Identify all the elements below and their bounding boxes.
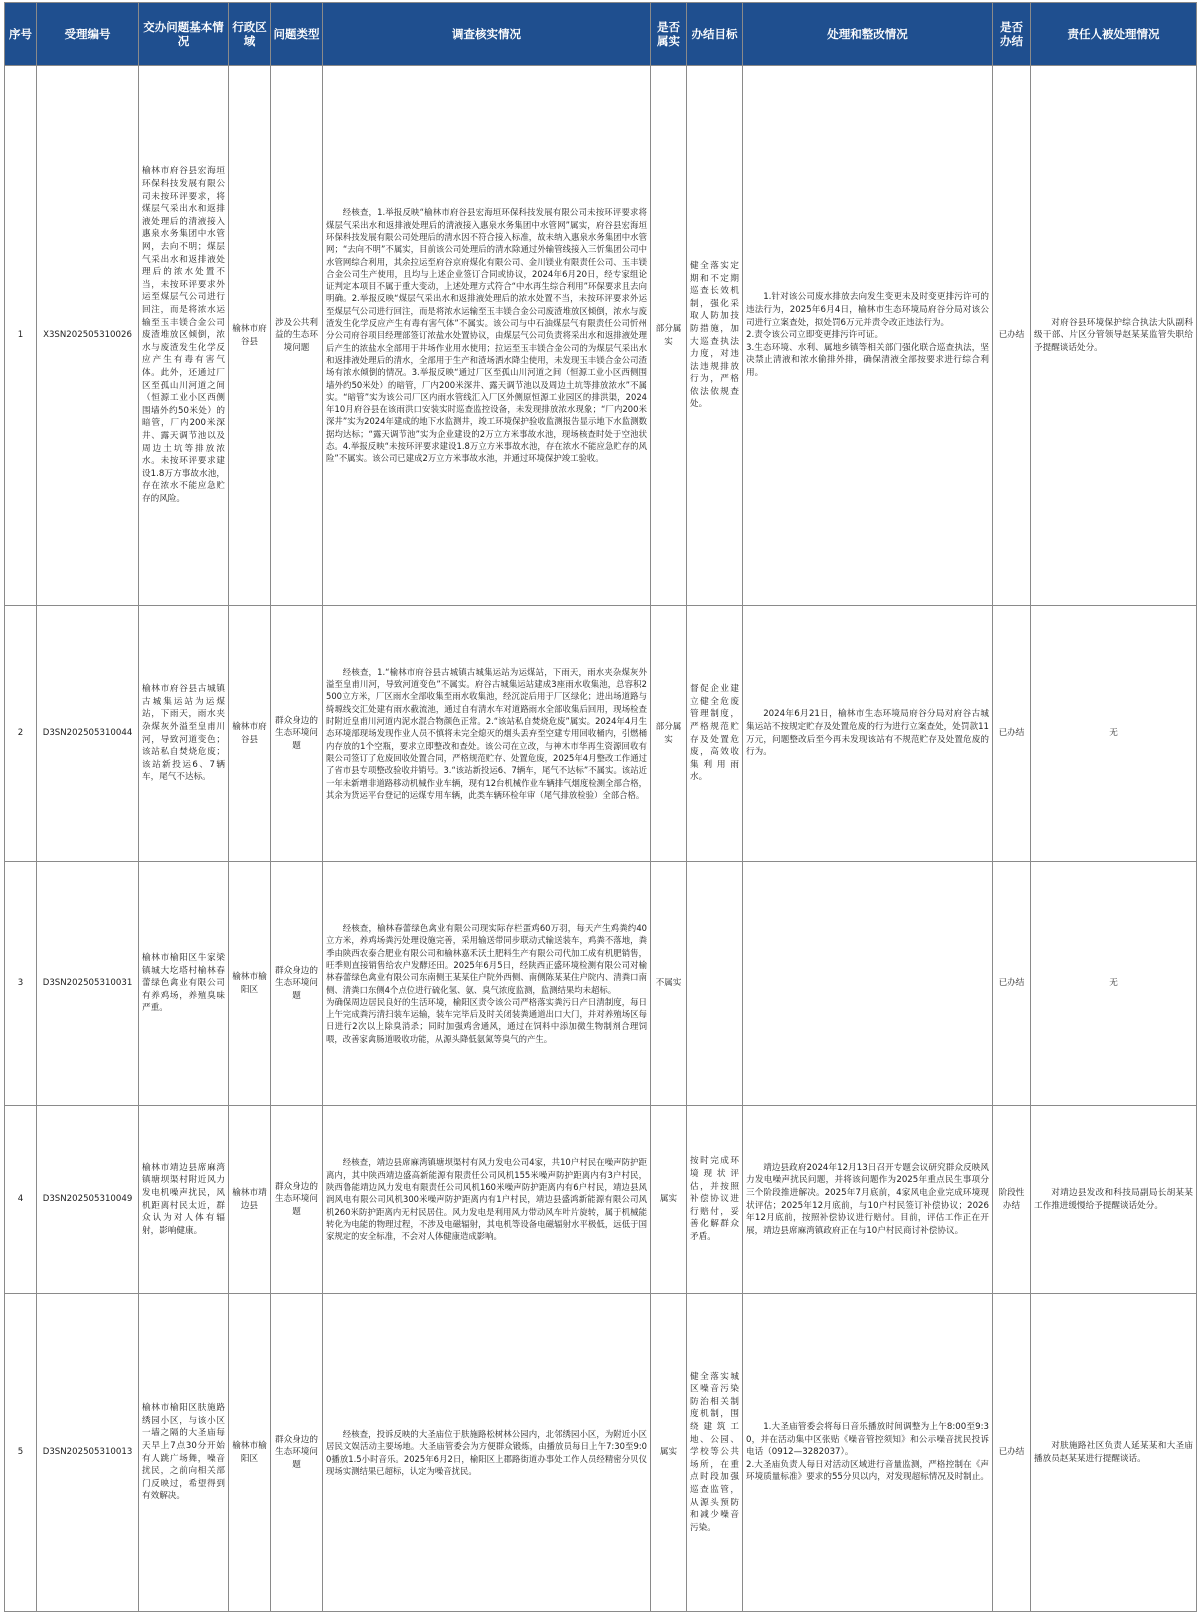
cell-is-true: 属实 (651, 1294, 687, 1612)
header-case-no: 受理编号 (37, 3, 139, 66)
cell-seq: 3 (5, 862, 37, 1106)
header-is-true: 是否属实 (651, 3, 687, 66)
cell-investigation: 经核查，投诉反映的大圣庙位于肤施路松树林公园内，北邻绣园小区，为附近小区居民文娱活动主要场地。大圣庙管委会为方便群众锻炼，由播放员每日上午7:30至9:00播放1.5小时音乐。2025年6月2日，榆阳区上郡路街道办事处工作人员经精密分贝仪现场实测结果已超标，认定为噪音扰民。 (323, 1294, 651, 1612)
cell-seq: 5 (5, 1294, 37, 1612)
header-completed: 是否办结 (993, 3, 1031, 66)
cell-type: 群众身边的生态环境问题 (271, 1294, 323, 1612)
cell-issue: 榆林市榆阳区牛家梁镇城大圪塔村榆林春蕾绿色禽业有限公司有养鸡场，养殖臭味严重。 (139, 862, 229, 1106)
cell-issue: 榆林市榆阳区肤施路绣园小区，与该小区一墙之隔的大圣庙每天早上7点30分开始有人跳广场舞，噪音扰民，之前向相关部门反映过，希望得到有效解决。 (139, 1294, 229, 1612)
table-row (5, 1106, 1197, 1294)
cell-accountability: 对靖边县发改和科技局副局长胡某某工作推进缓慢给予提醒谈话处分。 (1031, 1106, 1197, 1294)
cell-case-no: D3SN202505310013 (37, 1294, 139, 1612)
cell-type: 涉及公共利益的生态环境问题 (271, 66, 323, 606)
header-handling: 处理和整改情况 (743, 3, 993, 66)
cell-accountability: 对肤施路社区负责人延某某和大圣庙播放员赵某某进行提醒谈话。 (1031, 1294, 1197, 1612)
cell-handling: 1.针对该公司废水排放去向发生变更未及时变更排污许可的违法行为，2025年6月4日，榆林市生态环境局府谷分局对该公司进行立案查处，拟处罚6万元并责令改正违法行为。 2.责令该公司立即变更排污许可证。 3.生态环境、水利、属地乡镇等相关部门强化联合巡查执法，坚决禁止清液和浓水偷排外排，确保清液全部按要求进行综合利用。 (743, 66, 993, 606)
document-page (4, 2, 1196, 1612)
cell-issue: 榆林市府谷县古城镇古城集运站为运煤站，下雨天，雨水夹杂煤灰外溢至皇甫川河，导致河道变色；该站私自焚烧危废；该站新投运6、7辆车，尾气不达标。 (139, 606, 229, 862)
cell-handling (743, 862, 993, 1106)
cell-goal: 督促企业建立健全危废管理制度，严格规范贮存及处置危废，高效收集利用雨水。 (687, 606, 743, 862)
header-goal: 办结目标 (687, 3, 743, 66)
cell-handling: 1.大圣庙管委会将每日音乐播放时间调整为上午8:00至9:30，并在活动集中区张贴《噪音管控须知》和公示噪音扰民投诉电话（0912—3282037）。 2.大圣庙负责人每日对活动区域进行音量监测，严格控制在《声环境质量标准》要求的55分贝以内，对发现超标情况及时制止。 (743, 1294, 993, 1612)
cell-accountability: 对府谷县环境保护综合执法大队副科级干部、片区分管领导赵某某监管失职给予提醒谈话处分。 (1031, 66, 1197, 606)
cell-type: 群众身边的生态环境问题 (271, 862, 323, 1106)
cell-type: 群众身边的生态环境问题 (271, 1106, 323, 1294)
cell-region: 榆林市府谷县 (229, 606, 271, 862)
cell-seq: 2 (5, 606, 37, 862)
header-type: 问题类型 (271, 3, 323, 66)
cell-case-no: D3SN202505310031 (37, 862, 139, 1106)
cell-seq: 4 (5, 1106, 37, 1294)
header-issue: 交办问题基本情况 (139, 3, 229, 66)
cell-is-true: 属实 (651, 1106, 687, 1294)
cell-is-true: 部分属实 (651, 66, 687, 606)
cell-case-no: D3SN202505310049 (37, 1106, 139, 1294)
header-investigation: 调查核实情况 (323, 3, 651, 66)
header-accountability: 责任人被处理情况 (1031, 3, 1197, 66)
cell-accountability: 无 (1031, 606, 1197, 862)
cell-handling: 靖边县政府2024年12月13日召开专题会议研究群众反映风力发电噪声扰民问题，并将该问题作为2025年重点民生事项分三个阶段推进解决。2025年7月底前，4家风电企业完成环境现状评估；2025年12月底前，与10户村民签订补偿协议；2026年12月底前，按照补偿协议进行赔付。目前，评估工作正在开展，靖边县席麻湾镇政府正在与10户村民商讨补偿协议。 (743, 1106, 993, 1294)
cell-issue: 榆林市府谷县宏海垣环保科技发展有限公司未按环评要求，将煤层气采出水和返排液处理后的清液接入惠泉水务集团中水管网，去向不明；煤层气采出水和返排液处理后的浓水处置不当，未按环评要求外运至煤层气公司进行回注，而是将浓水运输至玉丰镁合金公司废渣堆放区倾倒，浓水与废渣发生化学反应产生有毒有害气体。此外，还通过厂区至孤山川河道之间（恒源工业小区西侧围墙外约50米处）的暗管，厂内200米深井、露天调节池以及周边土坑等排放浓水。未按环评要求建设1.8万方事故水池，存在浓水不能应急贮存的风险。 (139, 66, 229, 606)
cell-case-no: D3SN202505310044 (37, 606, 139, 862)
cell-is-true: 部分属实 (651, 606, 687, 862)
table-row (5, 862, 1197, 1106)
table-row (5, 606, 1197, 862)
table-header-row (5, 3, 1197, 66)
cell-completed: 阶段性办结 (993, 1106, 1031, 1294)
cell-case-no: X3SN202505310026 (37, 66, 139, 606)
cell-goal (687, 862, 743, 1106)
cell-region: 榆林市靖边县 (229, 1106, 271, 1294)
case-table (4, 2, 1197, 1612)
cell-completed: 已办结 (993, 1294, 1031, 1612)
cell-investigation: 经核查，1.“榆林市府谷县古城镇古城集运站为运煤站，下雨天，雨水夹杂煤灰外溢至皇甫川河，导致河道变色”不属实。府谷古城集运站建成3座雨水收集池，总容积2500立方米，厂区雨水全部收集至雨水收集池，经沉淀后用于厂区绿化；进出场道路与绮塬线交汇处建有雨水截流池，通过自有清水车对道路雨水全部收集后回用，现场检查时附近皇甫川河道内泥水混合物颜色正常。2.“该站私自焚烧危废”属实。2024年4月生态环境部现场发现作业人员不慎将未完全熄灭的烟头丢弃至空建专用回收桶内，引燃桶内存放的1个空瓶，要求立即整改和查处。该公司在立改，与神木市华再生资源回收有限公司签订了危废回收处置合同，严格规范贮存、处置危废，2025年4月整改工作通过了省市县专项整改验收并销号。3.“该站新投运6、7辆车，尾气不达标”不属实。该站近一年未新增非道路移动机械作业车辆，现有12台机械作业车辆排气烟度检测全部合格，其余为货运平台登记的运煤专用车辆，此类车辆环检年审（尾气排放检验）全部合格。 (323, 606, 651, 862)
cell-seq: 1 (5, 66, 37, 606)
cell-region: 榆林市榆阳区 (229, 862, 271, 1106)
cell-investigation: 经核查，榆林春蕾绿色禽业有限公司现实际存栏蛋鸡60万羽，每天产生鸡粪约40立方米，养鸡场粪污处理设施完善，采用输送带同步联动式输送装车，鸡粪不落地，粪季由陕西农泰合肥业有限公司和榆林嘉禾沃土肥料生产有限公司代加工成有机肥销售，旺季则直接销售给农户发酵还田。2025年6月5日，经陕西正盛环境检测有限公司对榆林春蕾绿色禽业有限公司东南侧王某某住户院外西侧、南侧陈某某住户院内、清粪口南侧、清粪口东侧4个点位进行硫化氢、氨、臭气浓度监测，监测结果均未超标。 为确保周边居民良好的生活环境，榆阳区责令该公司严格落实粪污日产日清制度，每日上午完成粪污清扫装车运输，装车完毕后及时关闭装粪通道出口大门，并对养殖场区每日进行2次以上除臭消杀；同时加强鸡舍通风，通过在饲料中添加微生物制剂合理饲喂，改善家禽肠道吸收功能，从源头降低氨氮等臭气的产生。 (323, 862, 651, 1106)
cell-goal: 健全落实定期和不定期巡查长效机制，强化采取人防加技防措施，加大巡查执法力度，对违法违规排放行为，严格依法依规查处。 (687, 66, 743, 606)
cell-accountability: 无 (1031, 862, 1197, 1106)
table-row (5, 1294, 1197, 1612)
cell-is-true: 不属实 (651, 862, 687, 1106)
cell-investigation: 经核查，1.举报反映“榆林市府谷县宏海垣环保科技发展有限公司未按环评要求将煤层气采出水和返排液处理后的清液接入惠泉水务集团中水管网”属实，府谷县宏海垣环保科技发展有限公司处理后的清水因不符合接入标准，故未纳入惠泉水务集团中水管网；“去向不明”不属实，目前该公司处理后的清水除通过外输管线接入三忻集团公司中水管网综合利用，其余拉运至府谷京府煤化有限公司、金川镁业有限责任公司、玉丰镁合金公司生产使用，且均与上述企业签订合同或协议，2024年6月20日，经专家组论证判定本项目不属于重大变动，上述处理方式符合“中水再生综合利用”环保要求且去向明确。2.举报反映“煤层气采出水和返排液处理后的浓水处置不当，未按环评要求外运至煤层气公司进行回注，而是将浓水运输至玉丰镁合金公司废渣堆放区倾倒，浓水与废渣发生化学反应产生有毒有害气体”不属实。该公司与中石油煤层气有限责任公司忻州分公司府谷项目经理部签订浓盐水处置协议，由煤层气公司负责将采出水和返排液处理后产生的浓盐水全部用于井场作业用水使用；拉运至玉丰镁合金公司的为煤层气采出水和返排液处理后的清水，全部用于生产和渣场洒水降尘使用，未发现玉丰镁合金公司渣场有浓水倾倒的情况。3.举报反映“通过厂区至孤山川河道之间（恒源工业小区西侧围墙外约50米处）的暗管，厂内200米深井、露天调节池以及周边土坑等排放浓水”不属实。“暗管”实为该公司厂区内雨水管线汇入厂区外侧原恒源工业园区的排洪渠，2024年10月府谷县在该雨洪口安装实时巡查监控设备，未发现排放浓水现象；“厂内200米深井”实为2024年建成的地下水监测井，竣工环境保护验收监测报告显示地下水监测数据均达标；“露天调节池”实为企业建设的2万立方米事故水池，现场核查时处于空池状态。4.举报反映“未按环评要求建设1.8万立方米事故水池，存在浓水不能应急贮存的风险”不属实。该公司已建成2万立方米事故水池，并通过环境保护竣工验收。 (323, 66, 651, 606)
table-row (5, 66, 1197, 606)
cell-completed: 已办结 (993, 66, 1031, 606)
cell-goal: 按时完成环境现状评估，并按照补偿协议进行赔付，妥善化解群众矛盾。 (687, 1106, 743, 1294)
cell-region: 榆林市府谷县 (229, 66, 271, 606)
cell-region: 榆林市榆阳区 (229, 1294, 271, 1612)
header-seq: 序号 (5, 3, 37, 66)
cell-type: 群众身边的生态环境问题 (271, 606, 323, 862)
cell-completed: 已办结 (993, 862, 1031, 1106)
cell-issue: 榆林市靖边县席麻湾镇塘坝渠村附近风力发电机噪声扰民，风机距离村民太近，群众认为对人体有辐射，影响健康。 (139, 1106, 229, 1294)
cell-completed: 已办结 (993, 606, 1031, 862)
cell-goal: 健全落实城区噪音污染防治相关制度机制，围绕建筑工地、公园、学校等公共场所，在重点时段加强巡查监管，从源头预防和减少噪音污染。 (687, 1294, 743, 1612)
header-region: 行政区域 (229, 3, 271, 66)
cell-handling: 2024年6月21日，榆林市生态环境局府谷分局对府谷古城集运站不按规定贮存及处置危废的行为进行立案查处，处罚款11万元，问题整改后至今再未发现该站有不规范贮存及处置危废的行为。 (743, 606, 993, 862)
cell-investigation: 经核查，靖边县席麻湾镇塘坝渠村有风力发电公司4家，共10户村民在噪声防护距离内，其中陕西靖边盛高新能源有限责任公司风机155米噪声防护距离内有3户村民，陕西鲁能靖边风力发电有限责任公司风机160米噪声防护距离内有6户村民，靖边县风润风电有限公司风机300米噪声防护距离内有1户村民，靖边县盛鸿新能源有限公司风机260米防护距离内无村民居住。风力发电是利用风力带动风车叶片旋转，属于机械能转化为电能的物理过程，不涉及电磁辐射，其电机等设备电磁辐射水平极低，远低于国家规定的安全标准，不会对人体健康造成影响。 (323, 1106, 651, 1294)
